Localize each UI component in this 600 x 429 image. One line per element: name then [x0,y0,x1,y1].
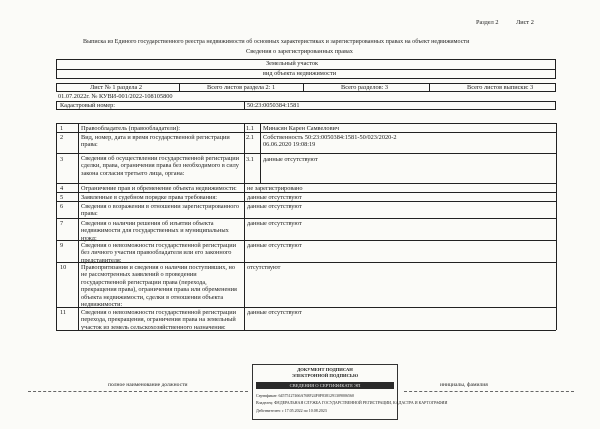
row-value: не зарегистрировано [247,185,303,192]
name-line [404,391,574,392]
row-value: данные отсутствуют [263,156,318,163]
sheet-label: Лист 2 [516,19,534,26]
row-label: Правообладатель (правообладатели): [81,125,181,132]
row-sub: 1.1 [246,125,254,132]
extract-date: 01.07.2022г. № КУВИ-001/2022-108105800 [58,93,173,100]
stamp-owner: Владелец: ФЕДЕРАЛЬНАЯ СЛУЖБА ГОСУДАРСТВЕННОЙ РЕГИСТРАЦИИ, КАДАСТРА И КАРТОГРАФИИ [256,400,448,405]
row-number: 4 [60,185,64,192]
row-number: 2 [60,134,64,141]
row-label: Сведения о возражении в отношении зарегистрированного права: [81,203,240,218]
row-value: данные отсутствуют [247,220,302,227]
row-sub: 3.1 [246,156,254,163]
row-label: Сведения о невозможности государственной регистрации перехода, прекращения, ограничения права на земельный участок из земель сельскохозяйственного назначения: [81,309,236,331]
row-label: Сведения об осуществлении государственной регистрации сделки, права, ограничения права без необходимого в силу закона согласия третьего лица, органа: [81,155,240,177]
row-number: 1 [60,125,64,132]
row-value: отсутствуют [247,264,281,271]
row-value: Минасян Карен Самвелович [263,125,340,132]
section-label: Раздел 2 [476,19,499,26]
sheet-number: Лист № 1 раздела 2 [90,84,143,91]
row-label: Вид, номер, дата и время государственной регистрации права: [81,134,230,149]
row-number: 10 [60,264,67,271]
electronic-signature-stamp [252,364,448,420]
cadastral-label: Кадастровый номер: [60,102,116,109]
row-value: данные отсутствуют [247,194,302,201]
stamp-title-1: ДОКУМЕНТ ПОДПИСАН [297,367,353,372]
stamp-title-2: ЭЛЕКТРОННОЙ ПОДПИСЬЮ [291,373,359,378]
object-type-box [56,59,556,79]
row-value: данные отсутствуют [247,203,302,210]
row-number: 3 [60,156,64,163]
row-number: 7 [60,220,64,227]
position-caption: полное наименование должности [108,382,188,388]
row-value: Собственность 50:23:0050384:1581-50/023/2020-2 06.06.2020 19:08:19 [263,134,397,149]
document-subtitle: Сведения о зарегистрированных правах [246,48,353,55]
object-type-label: вид объекта недвижимости [263,70,337,77]
row-number: 9 [60,242,64,249]
row-value: данные отсутствуют [247,242,302,249]
row-number: 11 [60,309,67,316]
position-line [28,391,248,392]
row-label: Сведения о наличии решения об изъятии объекта недвижимости для государственных и муниципальных нужд: [81,220,229,242]
total-sections: Всего разделов: 3 [341,84,389,91]
row-value: данные отсутствуют [247,309,302,316]
cadastral-row [56,101,556,110]
sheet-info-row [56,83,556,92]
total-sheets-section: Всего листов раздела 2: 1 [207,84,276,91]
total-sheets: Всего листов выписки: 3 [467,84,534,91]
row-label: Заявленные в судебном порядке права требования: [81,194,217,201]
row-number: 5 [60,194,64,201]
row-label: Сведения о невозможности государственной регистрации без личного участия правообладателя или его законного представителя: [81,242,236,264]
stamp-band-text: СВЕДЕНИЯ О СЕРТИФИКАТЕ ЭП [289,383,361,388]
row-number: 6 [60,203,64,210]
row-label: Ограничение прав и обременение объекта недвижимости: [81,185,237,192]
stamp-cert: Сертификат: 64575127466A768F24F0F8381291309006560 [256,393,355,398]
object-type-value: Земельный участок [266,60,319,67]
row-label: Правопритязания и сведения о наличии поступивших, но не рассмотренных заявлений о проведении государственной регистрации права (перехода, прекращения права), ограничения права или обременения объекта недвижимости, сделки в отношении объекта недвижимости: [81,264,237,309]
document-title: Выписка из Единого государственного реестра недвижимости об основных характеристиках и зарегистрированных правах на объект недвижимости [83,39,470,45]
cadastral-value: 50:23:0050384:1581 [247,102,300,109]
stamp-valid: Действителен: с 17.05.2022 по 10.08.2023 [256,408,327,413]
stamp-band [256,382,394,389]
name-caption: инициалы, фамилия [440,382,488,388]
row-sub: 2.1 [246,134,254,141]
